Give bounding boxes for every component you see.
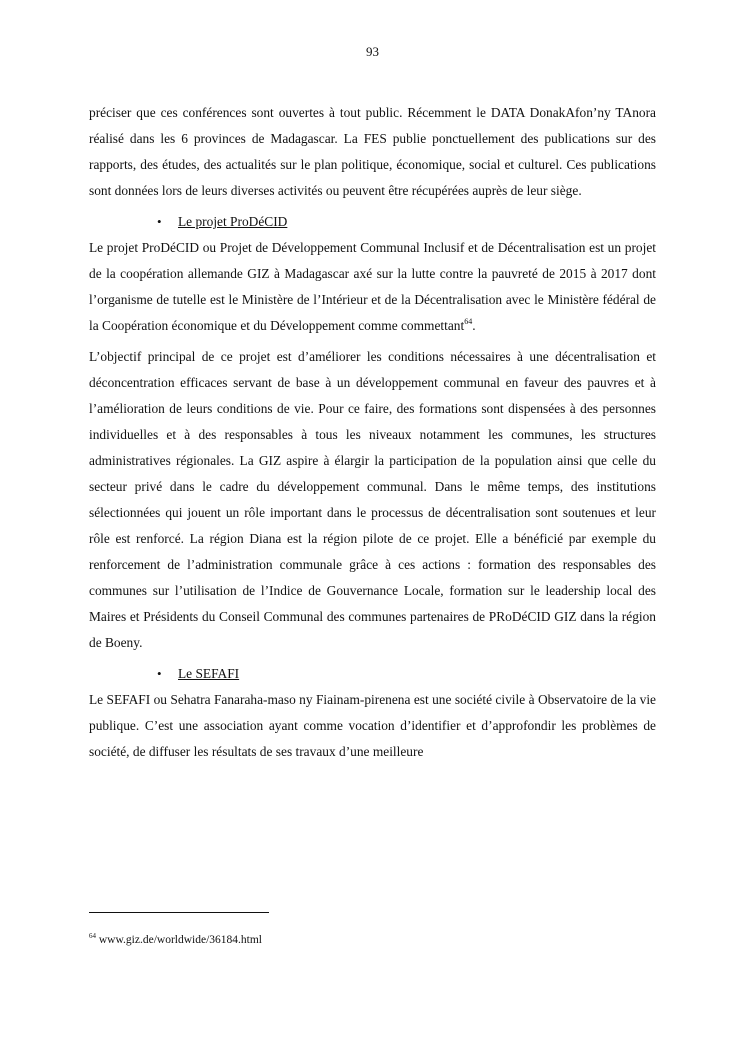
paragraph-prodecid-objective: L’objectif principal de ce projet est d’améliorer les conditions nécessaires à une décentralisation et déconcentration efficaces servant de base à un développement communal en faveur des pauvres et à l’amélioration de leurs conditions de vie. Pour ce faire, des formations sont dispensées à des personnes individuelles et à des responsables à tous les niveaux notamment les communes, les structures administratives régionales. La GIZ aspire à élargir la participation de la population ainsi que celle du secteur privé dans le cadre du développement communal. Dans le même temps, des institutions sélectionnées qui jouent un rôle important dans le processus de décentralisation sont soutenues et leur rôle est renforcé. La région Diana est la région pilote de ce projet. Elle a bénéficié par exemple du renforcement de l’administration communale grâce à ces actions : formation des responsables des communes sur l’utilisation de l’Indice de Gouvernance Locale, formation sur le leadership local des Maires et Présidents du Conseil Communal des communes partenaires de PRoDéCID GIZ dans la région de Boeny. xyxy=(89,349,656,650)
paragraph-prodecid-end: . xyxy=(472,318,476,333)
heading-prodecid xyxy=(89,209,656,235)
bullet-icon: • xyxy=(157,214,162,229)
footnote-url[interactable]: www.giz.de/worldwide/36184.html xyxy=(96,934,262,946)
page-number: 93 xyxy=(366,44,379,59)
footnote-reference[interactable]: 64 xyxy=(464,317,473,326)
paragraph-prodecid-intro xyxy=(89,235,656,339)
footnote xyxy=(89,934,262,946)
heading-prodecid-label: Le projet ProDéCID xyxy=(178,214,288,229)
footnote-number: 64 xyxy=(89,932,96,940)
paragraph-sefafi: Le SEFAFI ou Sehatra Fanaraha-maso ny Fiainam-pirenena est une société civile à Observatoire de la vie publique. C’est une association ayant comme vocation d’identifier et d’approfondir les problèmes de société, de diffuser les résultats de ses travaux d’une meilleure xyxy=(89,692,656,759)
bullet-icon: • xyxy=(157,666,162,681)
paragraph-prodecid-text: Le projet ProDéCID ou Projet de Développement Communal Inclusif et de Décentralisation est un projet de la coopération allemande GIZ à Madagascar axé sur la lutte contre la pauvreté de 2015 à 2017 dont l’organisme de tutelle est le Ministère de l’Intérieur et de la Décentralisation avec le Ministère fédéral de la Coopération économique et du Développement comme commettant xyxy=(89,240,656,333)
heading-sefafi-label: Le SEFAFI xyxy=(178,666,240,681)
page-body xyxy=(89,100,656,770)
footnote-divider xyxy=(89,912,269,913)
heading-sefafi xyxy=(89,661,656,687)
paragraph-fes-publications: préciser que ces conférences sont ouvertes à tout public. Récemment le DATA DonakAfon’ny TAnora réalisé dans les 6 provinces de Madagascar. La FES publie ponctuellement des publications sur des rapports, des études, des actualités sur le plan politique, économique, social et culturel. Ces publications sont données lors de leurs diverses activités ou peuvent être récupérées auprès de leur siège. xyxy=(89,105,656,198)
